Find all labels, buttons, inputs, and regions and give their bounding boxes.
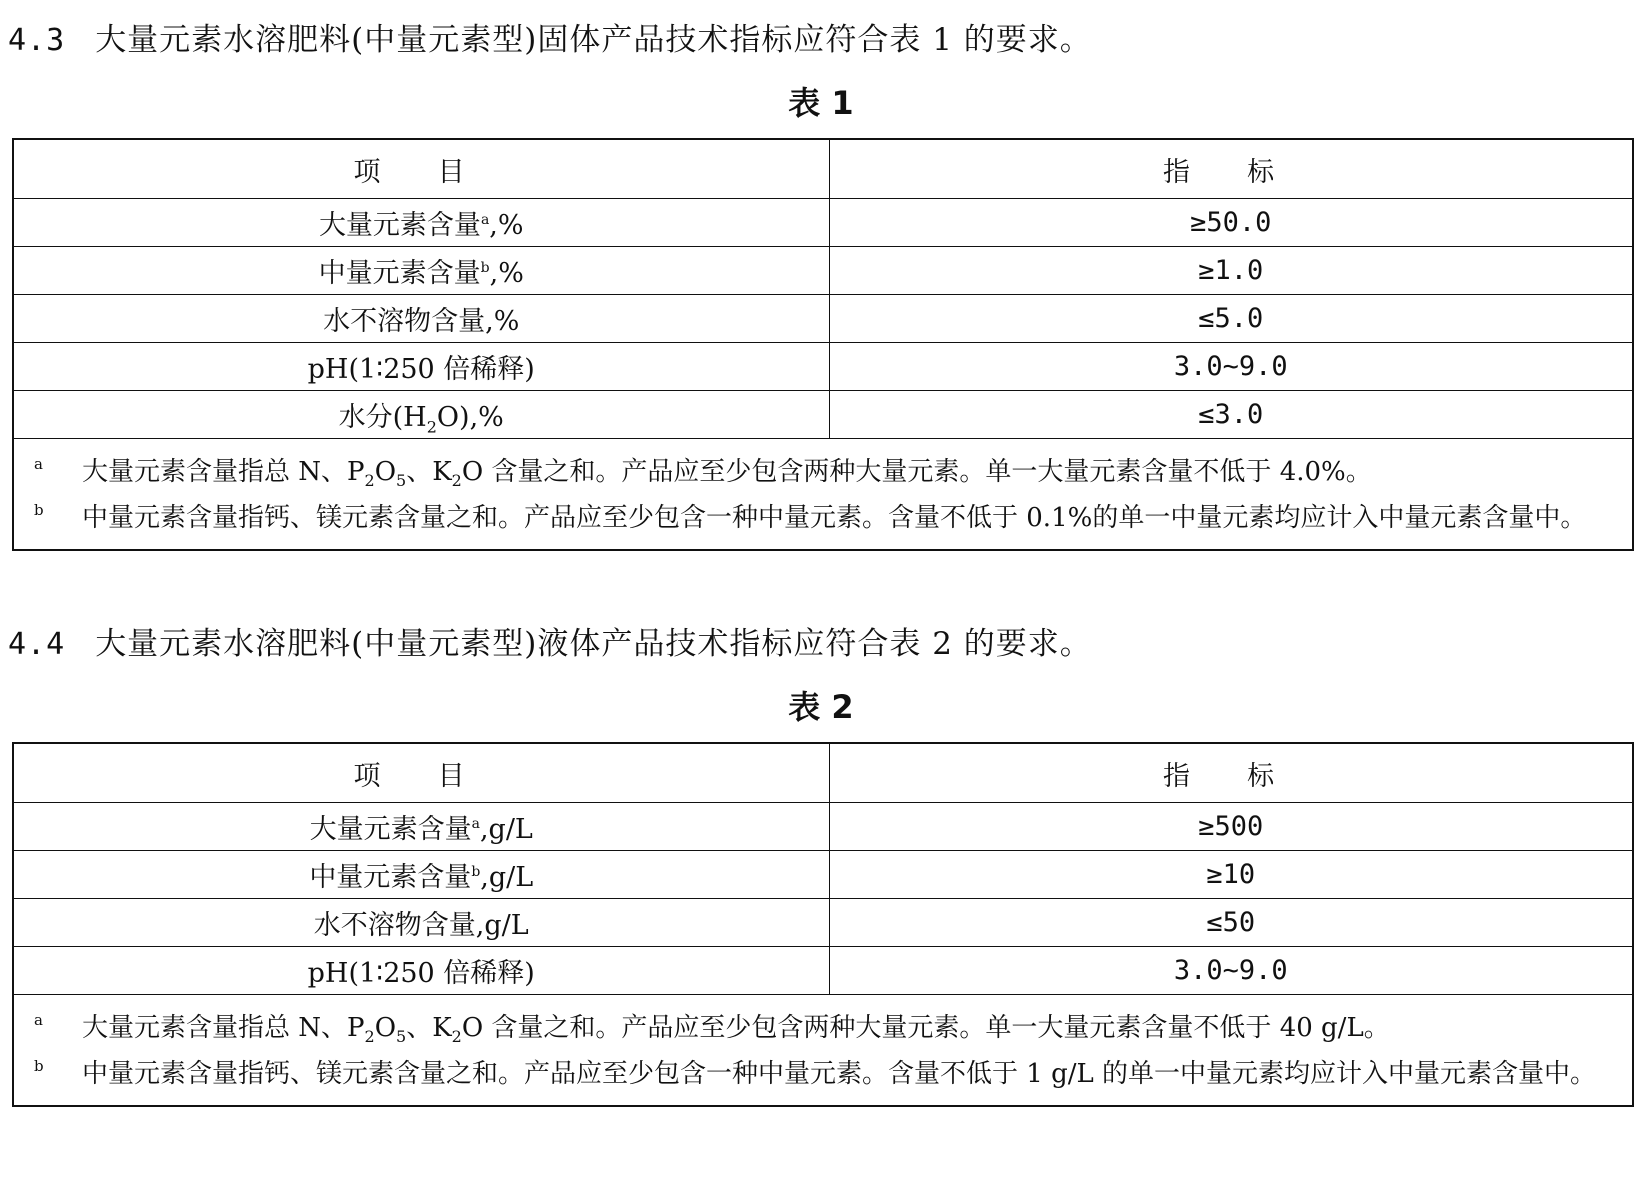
table-2-title: 表 2: [788, 688, 854, 726]
row-value: 3.0~9.0: [829, 947, 1633, 995]
table-2: [12, 742, 1634, 1107]
table-row: [13, 803, 1633, 851]
clause-4-3: [8, 14, 1092, 59]
table-header-row: [13, 743, 1633, 803]
clause-text: 大量元素水溶肥料(中量元素型)液体产品技术指标应符合表 2 的要求。: [95, 626, 1092, 662]
row-value: ≤5.0: [829, 295, 1633, 343]
footnote-a: [34, 1005, 1622, 1051]
table-row: [13, 851, 1633, 899]
header-value: 指 标: [829, 743, 1633, 803]
table-1: [12, 138, 1634, 551]
row-value: ≤3.0: [829, 391, 1633, 439]
footnote-text: 大量元素含量指总 N、$P_2O_5$、$K_2O$ 含量之和。产品应至少包含两种大量元素。单一大量元素含量不低于 40 g/L。: [82, 1013, 1390, 1047]
row-item: 中量元素含量$^b$,%: [13, 247, 829, 295]
header-value: 指 标: [829, 139, 1633, 199]
header-item: 项 目: [13, 743, 829, 803]
table-row: [13, 947, 1633, 995]
clause-number: 4.3: [8, 23, 66, 58]
clause-number: 4.4: [8, 627, 66, 662]
row-value: ≤50: [829, 899, 1633, 947]
table-row: [13, 295, 1633, 343]
table-row: [13, 343, 1633, 391]
footnote-marker: a: [34, 1011, 43, 1029]
footnote-text: 大量元素含量指总 N、$P_2O_5$、$K_2O$ 含量之和。产品应至少包含两种大量元素。单一大量元素含量不低于 4.0%。: [82, 457, 1372, 491]
row-item: 水不溶物含量,%: [13, 295, 829, 343]
row-item: pH(1∶250 倍稀释): [13, 343, 829, 391]
table-notes: [13, 995, 1633, 1107]
footnote-marker: b: [34, 1057, 44, 1075]
footnote-b: [34, 495, 1622, 541]
table-row: [13, 199, 1633, 247]
footnote-text: 中量元素含量指钙、镁元素含量之和。产品应至少包含一种中量元素。含量不低于 1 g/L 的单一中量元素均应计入中量元素含量中。: [82, 1059, 1597, 1089]
row-item: pH(1∶250 倍稀释): [13, 947, 829, 995]
row-value: ≥10: [829, 851, 1633, 899]
header-item: 项 目: [13, 139, 829, 199]
table-row: [13, 391, 1633, 439]
row-item: 水分$(H_2O),\%$: [13, 391, 829, 439]
table-1-title: 表 1: [788, 84, 854, 122]
table-header-row: [13, 139, 1633, 199]
row-item: 大量元素含量$^a$,g/L: [13, 803, 829, 851]
footnote-text: 中量元素含量指钙、镁元素含量之和。产品应至少包含一种中量元素。含量不低于 0.1%的单一中量元素均应计入中量元素含量中。: [82, 503, 1587, 533]
row-value: ≥1.0: [829, 247, 1633, 295]
footnote-a: [34, 449, 1622, 495]
table-notes-row: [13, 439, 1633, 551]
row-item: 水不溶物含量,g/L: [13, 899, 829, 947]
row-item: 中量元素含量$^b$,g/L: [13, 851, 829, 899]
clause-text: 大量元素水溶肥料(中量元素型)固体产品技术指标应符合表 1 的要求。: [95, 22, 1092, 58]
table-notes-row: [13, 995, 1633, 1107]
table-row: [13, 247, 1633, 295]
table-row: [13, 899, 1633, 947]
footnote-b: [34, 1051, 1622, 1097]
footnote-marker: b: [34, 501, 44, 519]
table-notes: [13, 439, 1633, 551]
footnote-marker: a: [34, 455, 43, 473]
row-item: 大量元素含量$^a$,%: [13, 199, 829, 247]
row-value: 3.0~9.0: [829, 343, 1633, 391]
row-value: ≥50.0: [829, 199, 1633, 247]
clause-4-4: [8, 618, 1092, 663]
row-value: ≥500: [829, 803, 1633, 851]
